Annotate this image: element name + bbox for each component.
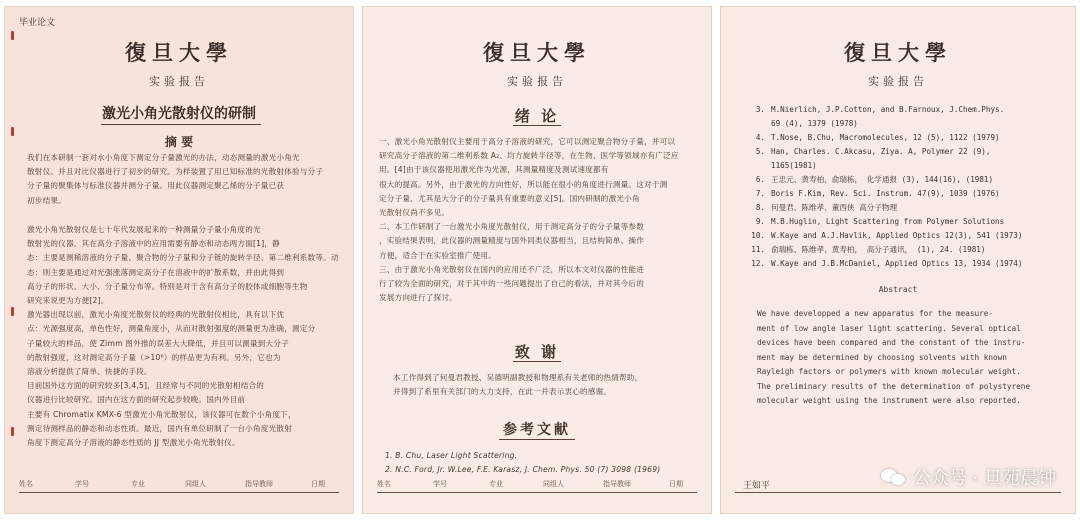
acknowledgement-heading: 致 谢 bbox=[514, 343, 560, 361]
reference-text: M.Nierlich, J.P.Cotton, and B.Farnoux, J.Chem.Phys. bbox=[771, 105, 1005, 114]
footer-rule bbox=[19, 492, 339, 493]
text-line: 态：则主要是通过对光强涨落测定高分子在溶液中的扩散系数，并由此得到 bbox=[27, 267, 285, 277]
text-line: 主要有 Chromatix KMX-6 型激光小角光散射仪，该仪器可在数个小角度下， bbox=[27, 409, 296, 419]
text-line: 我们在本研制一套对水小角度下测定分子量激光的办法，动态测量的激光小角光 bbox=[27, 153, 300, 162]
footer-label: 学号 bbox=[433, 480, 447, 488]
reference-text: 69 (4), 1379 (1978) bbox=[771, 119, 858, 128]
text-line: Rayleigh factors or polymers with known molecular weight. bbox=[757, 367, 1021, 376]
text-line: 本工作得到了何曼君教授、吴德明副教授和物理系有关老师的热情帮助， bbox=[393, 373, 643, 382]
text-line: 研究来说更为方便[2]。 bbox=[27, 296, 109, 306]
report-page-2 bbox=[362, 6, 712, 514]
reference-list bbox=[743, 103, 1073, 271]
footer-label: 同组人 bbox=[185, 480, 206, 488]
footer-label: 日期 bbox=[669, 480, 683, 488]
watermark-text: 公众号 · 旦苑晨钟 bbox=[912, 468, 1056, 489]
university-name: 復旦大學 bbox=[483, 40, 591, 65]
footer-label: 指导教师 bbox=[245, 480, 273, 488]
binding-mark bbox=[11, 307, 14, 316]
reference-text: W.Kaye and A.J.Havlik, Applied Optics 12(3), 541 (1973) bbox=[771, 231, 1023, 240]
text-line: 高分子的形状、大小、分子量分布等。特别是对于含有高分子的胶体或细胞等生物 bbox=[27, 281, 308, 291]
thesis-title: 激光小角光散射仪的研制 bbox=[102, 106, 256, 122]
text-line: 一、激光小角光散射仪主要用于高分子溶液的研究，它可以测定聚合物分子量，并可以 bbox=[379, 137, 676, 146]
text-line: 并得到了系里有关部门的大力支持，在此一并表示衷心的感谢。 bbox=[393, 387, 612, 397]
text-line: 研究高分子溶液的第二维利系数 A₂、均方旋转半径等，在生物、医学等领域亦有广泛应 bbox=[379, 151, 679, 161]
text-line: 初步结果。 bbox=[27, 195, 66, 205]
abstract-heading: 摘 要 bbox=[164, 135, 194, 149]
reference-number: 6. bbox=[755, 175, 765, 184]
report-page-1 bbox=[4, 6, 354, 514]
text-line: 发展方向进行了探讨。 bbox=[379, 293, 457, 303]
reference-text: 何曼君、陈维孝、董西侠 高分子物理 bbox=[771, 203, 898, 212]
reference-number: 7. bbox=[755, 189, 765, 198]
reference-text: N.C. Ford, Jr. W.Lee, F.E. Karasz, J. Chem. Phys. 50 (7) 3098 (1969) bbox=[395, 465, 661, 475]
reference-number: 10. bbox=[751, 231, 765, 240]
reference-text: 王忠元、黄寿柏、俞瑞栋， 化学通报 (3), 144(16), (1981) bbox=[771, 175, 994, 184]
text-line: 激光器出现以前，激光小角度光散射仪的经典的光散射仪相比，具有以下优 bbox=[27, 310, 285, 320]
reference-number: 4. bbox=[755, 133, 765, 142]
reference-text: W.Kaye and J.B.McDaniel, Applied Optics 13, 1934 (1974) bbox=[771, 259, 1023, 268]
intro-text bbox=[379, 135, 705, 305]
text-line: 定分子量、尤其是大分子的分子量具有重要的意义[5]。国内研制的激光小角 bbox=[379, 193, 640, 203]
reference-number: 11. bbox=[751, 245, 765, 254]
reference-number: 3. bbox=[755, 105, 765, 114]
reference-text: 俞瑞栋、陈维孝、黄寿柏， 高分子通讯， (1), 24. (1981) bbox=[771, 245, 986, 254]
text-line: 点：光源强度高，单色性好，测量角度小，从而对散射强度的测量更为准确，测定分 bbox=[27, 324, 316, 334]
text-line: The preliminary results of the determination of polystyrene bbox=[757, 381, 1031, 391]
watermark bbox=[881, 464, 1056, 490]
references-heading: 参考文献 bbox=[503, 422, 571, 438]
footer-label: 姓名 bbox=[19, 480, 33, 488]
reference-item bbox=[743, 103, 1073, 117]
reference-item bbox=[385, 463, 705, 477]
intro-heading: 绪 论 bbox=[514, 107, 560, 125]
text-line: 方便，适合于在实验室推广使用。 bbox=[379, 250, 496, 260]
reference-text: B. Chu, Laser Light Scattering. bbox=[395, 451, 518, 460]
text-line: 二、本工作研制了一台激光小角度光散射仪，用于测定高分子的分子量等参数 bbox=[379, 222, 644, 232]
footer-label: 指导教师 bbox=[603, 480, 631, 488]
text-line: ment of low angle laser light scattering. Several optical bbox=[757, 323, 1021, 333]
text-line: 仪器进行比较研究。国内在这方面的研究起步较晚。国内外目前 bbox=[27, 395, 246, 405]
report-type: 实验报告 bbox=[868, 75, 928, 88]
reference-text: 1165(1981) bbox=[771, 161, 817, 170]
reference-item bbox=[743, 131, 1073, 145]
reference-item bbox=[743, 215, 1073, 229]
text-line: 分子量的聚集体与标准仪器并测分子量。用此仪器测定聚乙烯的分子量已获 bbox=[27, 181, 285, 191]
text-line: devices have been compared and the constant of the instru- bbox=[757, 338, 1026, 347]
heading-underline bbox=[513, 125, 561, 126]
reference-number: 1. bbox=[385, 451, 393, 460]
footer-rule bbox=[735, 492, 1061, 493]
text-line: 态：主要是测稀溶液的分子量、聚合物的分子量和分子链的旋转半径、第二维利系数等。动 bbox=[27, 253, 339, 263]
footer-label: 学号 bbox=[75, 480, 89, 488]
text-line: 光散射仪尚不多见。 bbox=[379, 208, 450, 218]
text-line: 用。[4]由于该仪器使用激光作为光源，其测量精度及测试速度都有 bbox=[379, 165, 609, 175]
report-type: 实验报告 bbox=[149, 75, 209, 88]
reference-item bbox=[743, 159, 1073, 173]
footer-label: 专业 bbox=[131, 480, 145, 488]
reference-item bbox=[743, 187, 1073, 201]
reference-text: M.B.Huglin, Light Scattering from Polymer Solutions bbox=[771, 217, 1005, 226]
text-line: 行了较为全面的研究，对于其中的一些问题提出了自己的看法，并对其今后的 bbox=[379, 279, 644, 289]
binding-mark bbox=[11, 427, 14, 436]
reference-number bbox=[743, 117, 771, 131]
abstract-title: Abstract bbox=[878, 285, 918, 294]
reference-number: 5. bbox=[755, 147, 765, 156]
reference-number bbox=[743, 159, 771, 173]
signature: 王如平 bbox=[743, 481, 771, 491]
text-line: 测定待测样品的静态和动态性质。最近，国内有单位研制了一台小角度光散射 bbox=[27, 423, 292, 433]
corner-note: 毕业论文 bbox=[19, 18, 56, 28]
text-line: 的散射强度，这对测定高分子量（>10⁶）的样品更为有利。另外，它也为 bbox=[27, 352, 281, 362]
text-line: ，实验结果表明，此仪器的测量精度与国外同类仪器相当，且结构简单、操作 bbox=[379, 236, 644, 246]
footer-rule bbox=[377, 492, 697, 493]
reference-item bbox=[743, 201, 1073, 215]
text-line: molecular weight using the instrument were also reported. bbox=[757, 396, 1021, 405]
reference-item bbox=[743, 117, 1073, 131]
reference-item bbox=[743, 173, 1073, 187]
reference-text: T.Nose, B.Chu, Macromolecules, 12 (5), 1122 (1979) bbox=[771, 133, 1000, 142]
wechat-icon bbox=[881, 467, 907, 487]
footer-label: 姓名 bbox=[377, 480, 391, 488]
text-line: 三、由于激光小角光散射仪在国内的应用还不广泛，所以本文对仪器的性能进 bbox=[379, 264, 644, 274]
report-page-3 bbox=[720, 6, 1076, 514]
text-line: 很大的提高。另外，由于激光的方向性好，所以能在很小的角度进行测量。这对于测 bbox=[379, 179, 668, 189]
text-line: 角度下测定高分子溶液的静态性质的 JJ 型激光小角光散射仪。 bbox=[27, 438, 240, 448]
text-line: We have developped a new apparatus for the measure- bbox=[757, 309, 994, 318]
acknowledgement-text bbox=[393, 371, 703, 399]
university-name: 復旦大學 bbox=[844, 40, 952, 65]
reference-number: 2. bbox=[385, 465, 393, 475]
footer-label: 专业 bbox=[489, 480, 503, 488]
reference-number: 9. bbox=[755, 217, 765, 226]
reference-number: 12. bbox=[751, 259, 765, 268]
text-line: 溶液分析提供了简单、快捷的手段。 bbox=[27, 367, 152, 377]
abstract-text bbox=[27, 151, 347, 208]
footer-label: 日期 bbox=[311, 480, 325, 488]
reference-item bbox=[743, 243, 1073, 257]
reference-item bbox=[743, 229, 1073, 243]
text-line: 散射光的仪器。其在高分子溶液中的应用需要有静态和动态两方面[1]，静 bbox=[27, 239, 280, 249]
reference-item bbox=[385, 449, 705, 463]
reference-number: 8. bbox=[755, 203, 765, 212]
abstract-english bbox=[757, 307, 1057, 409]
body-text bbox=[27, 223, 347, 450]
report-type: 实验报告 bbox=[507, 75, 567, 88]
university-name: 復旦大學 bbox=[125, 40, 233, 65]
text-line: 激光小角光散射仪是七十年代发展起来的一种测量分子量小角度的光 bbox=[27, 225, 261, 234]
text-line: 散射仪。并且对比仪器进行了初步的研究。为样装置了用已知标准的光散射体验与分子 bbox=[27, 167, 324, 177]
footer-label: 同组人 bbox=[543, 480, 564, 488]
heading-underline bbox=[513, 361, 561, 362]
reference-item bbox=[743, 257, 1073, 271]
reference-list bbox=[385, 449, 705, 477]
title-underline bbox=[101, 124, 261, 125]
reference-text: Boris F.Kim, Rev. Sci. Instrum. 47(9), 1039 (1976) bbox=[771, 189, 1000, 198]
text-line: 子量较大的样品，使 Zimm 图外推的误差大大降低，并且可以测量到大分子 bbox=[27, 338, 289, 348]
reference-text: Han, Charles. C.Akcasu, Ziya. A, Polymer 22 (9), bbox=[771, 147, 991, 156]
reference-item bbox=[743, 145, 1073, 159]
text-line: 目前国外这方面的研究较多[3,4,5]，且经常与不同的光散射相结合的 bbox=[27, 381, 265, 391]
heading-underline bbox=[499, 439, 575, 440]
text-line: ment may be determined by choosing solvents with known bbox=[757, 352, 1007, 362]
